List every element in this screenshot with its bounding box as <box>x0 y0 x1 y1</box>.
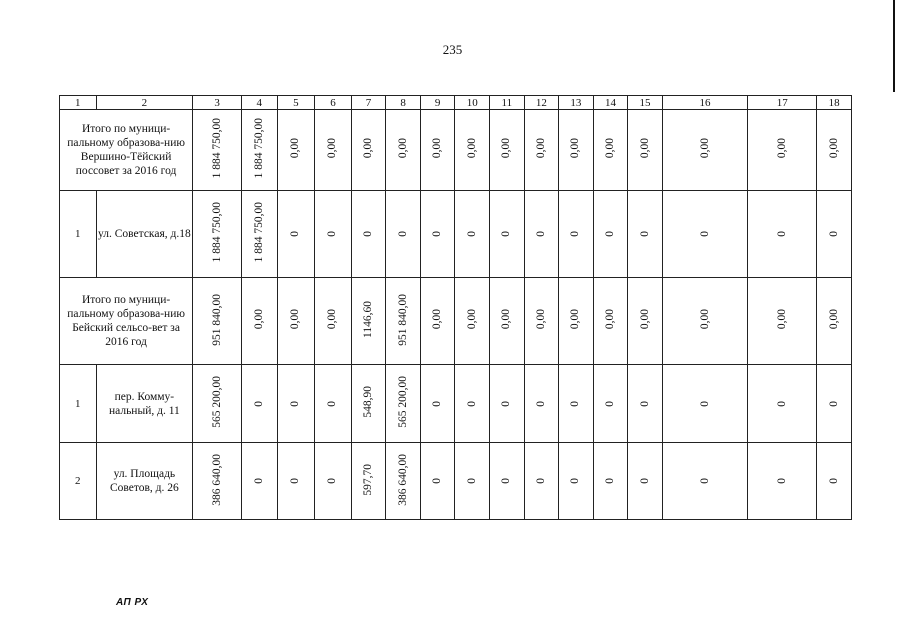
column-header: 18 <box>817 96 852 110</box>
cell-value: 548,90 <box>362 386 375 418</box>
table-row <box>60 191 852 278</box>
value-cell <box>193 110 242 191</box>
column-header: 6 <box>315 96 352 110</box>
value-cell <box>559 191 594 278</box>
value-cell <box>662 365 747 443</box>
value-cell <box>193 443 242 520</box>
value-cell <box>490 443 525 520</box>
value-cell <box>455 443 490 520</box>
address-cell: ул. Площадь Советов, д. 26 <box>96 443 193 520</box>
column-header: 9 <box>420 96 455 110</box>
cell-value: 0 <box>603 478 616 484</box>
cell-value: 0,00 <box>431 138 444 159</box>
cell-value: 951 840,00 <box>396 293 409 346</box>
cell-value: 0,00 <box>775 138 788 159</box>
column-header: 2 <box>96 96 193 110</box>
cell-value: 0 <box>775 478 788 484</box>
value-cell <box>817 110 852 191</box>
total-label: Итого по муници-пальному образова-нию Бейский сельсо-вет за 2016 год <box>60 278 193 365</box>
value-cell <box>315 110 352 191</box>
value-cell <box>386 443 421 520</box>
column-header: 4 <box>241 96 277 110</box>
value-cell <box>748 191 817 278</box>
column-header: 14 <box>593 96 628 110</box>
cell-value: 0,00 <box>326 309 339 330</box>
value-cell <box>351 443 386 520</box>
cell-value: 0,00 <box>638 138 651 159</box>
cell-value: 0,00 <box>431 309 444 330</box>
cell-value: 0 <box>569 478 582 484</box>
row-number: 1 <box>60 365 97 443</box>
value-cell <box>524 191 559 278</box>
cell-value: 0,00 <box>289 138 302 159</box>
cell-value: 565 200,00 <box>396 376 409 428</box>
cell-value: 0,00 <box>362 138 375 159</box>
value-cell <box>277 443 315 520</box>
value-cell <box>193 278 242 365</box>
total-row <box>60 110 852 191</box>
cell-value: 0,00 <box>500 138 513 159</box>
value-cell <box>628 443 663 520</box>
cell-value: 0,00 <box>603 138 616 159</box>
header-row <box>60 96 852 110</box>
value-cell <box>817 365 852 443</box>
value-cell <box>748 110 817 191</box>
cell-value: 0 <box>500 231 513 237</box>
value-cell <box>315 278 352 365</box>
column-header: 12 <box>524 96 559 110</box>
value-cell <box>351 110 386 191</box>
value-cell <box>593 443 628 520</box>
total-label: Итого по муници-пальному образова-нию Вершино-Тёйский поссовет за 2016 год <box>60 110 193 191</box>
cell-value: 0 <box>698 400 711 407</box>
value-cell <box>386 278 421 365</box>
cell-value: 1 884 750,00 <box>210 202 223 263</box>
cell-value: 0 <box>289 400 302 407</box>
column-header: 1 <box>60 96 97 110</box>
cell-value: 0 <box>638 478 651 484</box>
value-cell <box>524 365 559 443</box>
value-cell <box>817 278 852 365</box>
value-cell <box>455 110 490 191</box>
cell-value: 0 <box>289 478 302 484</box>
value-cell <box>628 278 663 365</box>
cell-value: 0,00 <box>534 138 547 159</box>
value-cell <box>817 443 852 520</box>
value-cell <box>593 191 628 278</box>
value-cell <box>193 191 242 278</box>
value-cell <box>241 278 277 365</box>
cell-value: 0,00 <box>252 309 265 330</box>
table-row <box>60 365 852 443</box>
value-cell <box>386 365 421 443</box>
cell-value: 0 <box>252 400 265 407</box>
total-row <box>60 278 852 365</box>
value-cell <box>277 191 315 278</box>
table-row <box>60 443 852 520</box>
value-cell <box>817 191 852 278</box>
value-cell <box>490 191 525 278</box>
footer-stamp: АП РХ <box>116 597 149 608</box>
cell-value: 0,00 <box>326 138 339 159</box>
cell-value: 0,00 <box>827 309 840 330</box>
cell-value: 0,00 <box>603 309 616 330</box>
value-cell <box>315 191 352 278</box>
cell-value: 951 840,00 <box>210 293 223 346</box>
cell-value: 1 884 750,00 <box>252 202 265 263</box>
value-cell <box>420 443 455 520</box>
value-cell <box>559 110 594 191</box>
cell-value: 0 <box>534 231 547 237</box>
page-number: 235 <box>442 42 463 57</box>
cell-value: 0 <box>326 478 339 484</box>
cell-value: 597,70 <box>362 463 375 496</box>
cell-value: 0 <box>569 231 582 237</box>
cell-value: 1 884 750,00 <box>210 118 223 179</box>
value-cell <box>559 278 594 365</box>
value-cell <box>662 110 747 191</box>
value-cell <box>386 191 421 278</box>
value-cell <box>593 365 628 443</box>
cell-value: 0,00 <box>638 309 651 330</box>
cell-value: 0,00 <box>569 309 582 330</box>
cell-value: 0,00 <box>396 138 409 159</box>
column-header: 11 <box>490 96 525 110</box>
value-cell <box>628 191 663 278</box>
value-cell <box>593 110 628 191</box>
value-cell <box>420 110 455 191</box>
cell-value: 0 <box>465 231 478 237</box>
cell-value: 386 640,00 <box>210 453 223 506</box>
cell-value: 0 <box>465 400 478 407</box>
row-number: 1 <box>60 191 97 278</box>
column-header: 10 <box>455 96 490 110</box>
cell-value: 0,00 <box>534 309 547 330</box>
cell-value: 0 <box>431 478 444 484</box>
cell-value: 0 <box>827 478 840 484</box>
cell-value: 1146,60 <box>362 301 375 338</box>
cell-value: 0 <box>431 231 444 237</box>
value-cell <box>748 365 817 443</box>
address-cell: ул. Советская, д.18 <box>96 191 193 278</box>
value-cell <box>386 110 421 191</box>
value-cell <box>559 443 594 520</box>
scan-edge-line <box>893 0 895 92</box>
cell-value: 0 <box>698 478 711 484</box>
value-cell <box>455 365 490 443</box>
value-cell <box>662 278 747 365</box>
column-header: 8 <box>386 96 421 110</box>
cell-value: 565 200,00 <box>210 376 223 428</box>
cell-value: 0 <box>534 478 547 484</box>
cell-value: 0 <box>638 231 651 237</box>
value-cell <box>193 365 242 443</box>
value-cell <box>351 365 386 443</box>
column-header: 13 <box>559 96 594 110</box>
cell-value: 0 <box>289 231 302 237</box>
cell-value: 0,00 <box>500 309 513 330</box>
value-cell <box>748 278 817 365</box>
cell-value: 0 <box>500 400 513 407</box>
value-cell <box>241 191 277 278</box>
value-cell <box>241 110 277 191</box>
value-cell <box>420 365 455 443</box>
cell-value: 386 640,00 <box>396 453 409 506</box>
column-header: 3 <box>193 96 242 110</box>
cell-value: 0 <box>500 478 513 484</box>
value-cell <box>455 278 490 365</box>
value-cell <box>241 365 277 443</box>
value-cell <box>748 443 817 520</box>
value-cell <box>351 191 386 278</box>
value-cell <box>628 365 663 443</box>
address-cell: пер. Комму-нальный, д. 11 <box>96 365 193 443</box>
value-cell <box>315 443 352 520</box>
data-table <box>59 95 852 520</box>
cell-value: 0 <box>396 231 409 237</box>
value-cell <box>662 191 747 278</box>
value-cell <box>241 443 277 520</box>
value-cell <box>593 278 628 365</box>
value-cell <box>277 365 315 443</box>
cell-value: 0 <box>534 400 547 407</box>
cell-value: 1 884 750,00 <box>252 118 265 179</box>
cell-value: 0 <box>362 231 375 237</box>
cell-value: 0 <box>326 400 339 407</box>
cell-value: 0,00 <box>289 309 302 330</box>
cell-value: 0 <box>326 231 339 237</box>
value-cell <box>559 365 594 443</box>
cell-value: 0,00 <box>465 138 478 159</box>
value-cell <box>490 365 525 443</box>
cell-value: 0 <box>698 231 711 237</box>
value-cell <box>490 110 525 191</box>
column-header: 5 <box>277 96 315 110</box>
cell-value: 0 <box>775 231 788 237</box>
column-header: 16 <box>662 96 747 110</box>
value-cell <box>420 278 455 365</box>
cell-value: 0,00 <box>698 309 711 330</box>
cell-value: 0 <box>465 478 478 484</box>
value-cell <box>524 110 559 191</box>
value-cell <box>420 191 455 278</box>
value-cell <box>490 278 525 365</box>
cell-value: 0 <box>603 231 616 237</box>
value-cell <box>662 443 747 520</box>
value-cell <box>524 278 559 365</box>
cell-value: 0 <box>775 400 788 407</box>
value-cell <box>277 278 315 365</box>
value-cell <box>524 443 559 520</box>
cell-value: 0,00 <box>827 138 840 159</box>
cell-value: 0 <box>252 478 265 484</box>
cell-value: 0 <box>827 400 840 407</box>
cell-value: 0 <box>569 400 582 407</box>
value-cell <box>628 110 663 191</box>
cell-value: 0,00 <box>775 309 788 330</box>
cell-value: 0 <box>638 400 651 407</box>
cell-value: 0 <box>431 400 444 407</box>
column-header: 15 <box>628 96 663 110</box>
value-cell <box>315 365 352 443</box>
value-cell <box>351 278 386 365</box>
column-header: 7 <box>351 96 386 110</box>
value-cell <box>455 191 490 278</box>
cell-value: 0,00 <box>569 138 582 159</box>
cell-value: 0 <box>827 231 840 237</box>
cell-value: 0,00 <box>698 138 711 159</box>
cell-value: 0,00 <box>465 309 478 330</box>
cell-value: 0 <box>603 400 616 407</box>
row-number: 2 <box>60 443 97 520</box>
column-header: 17 <box>748 96 817 110</box>
value-cell <box>277 110 315 191</box>
